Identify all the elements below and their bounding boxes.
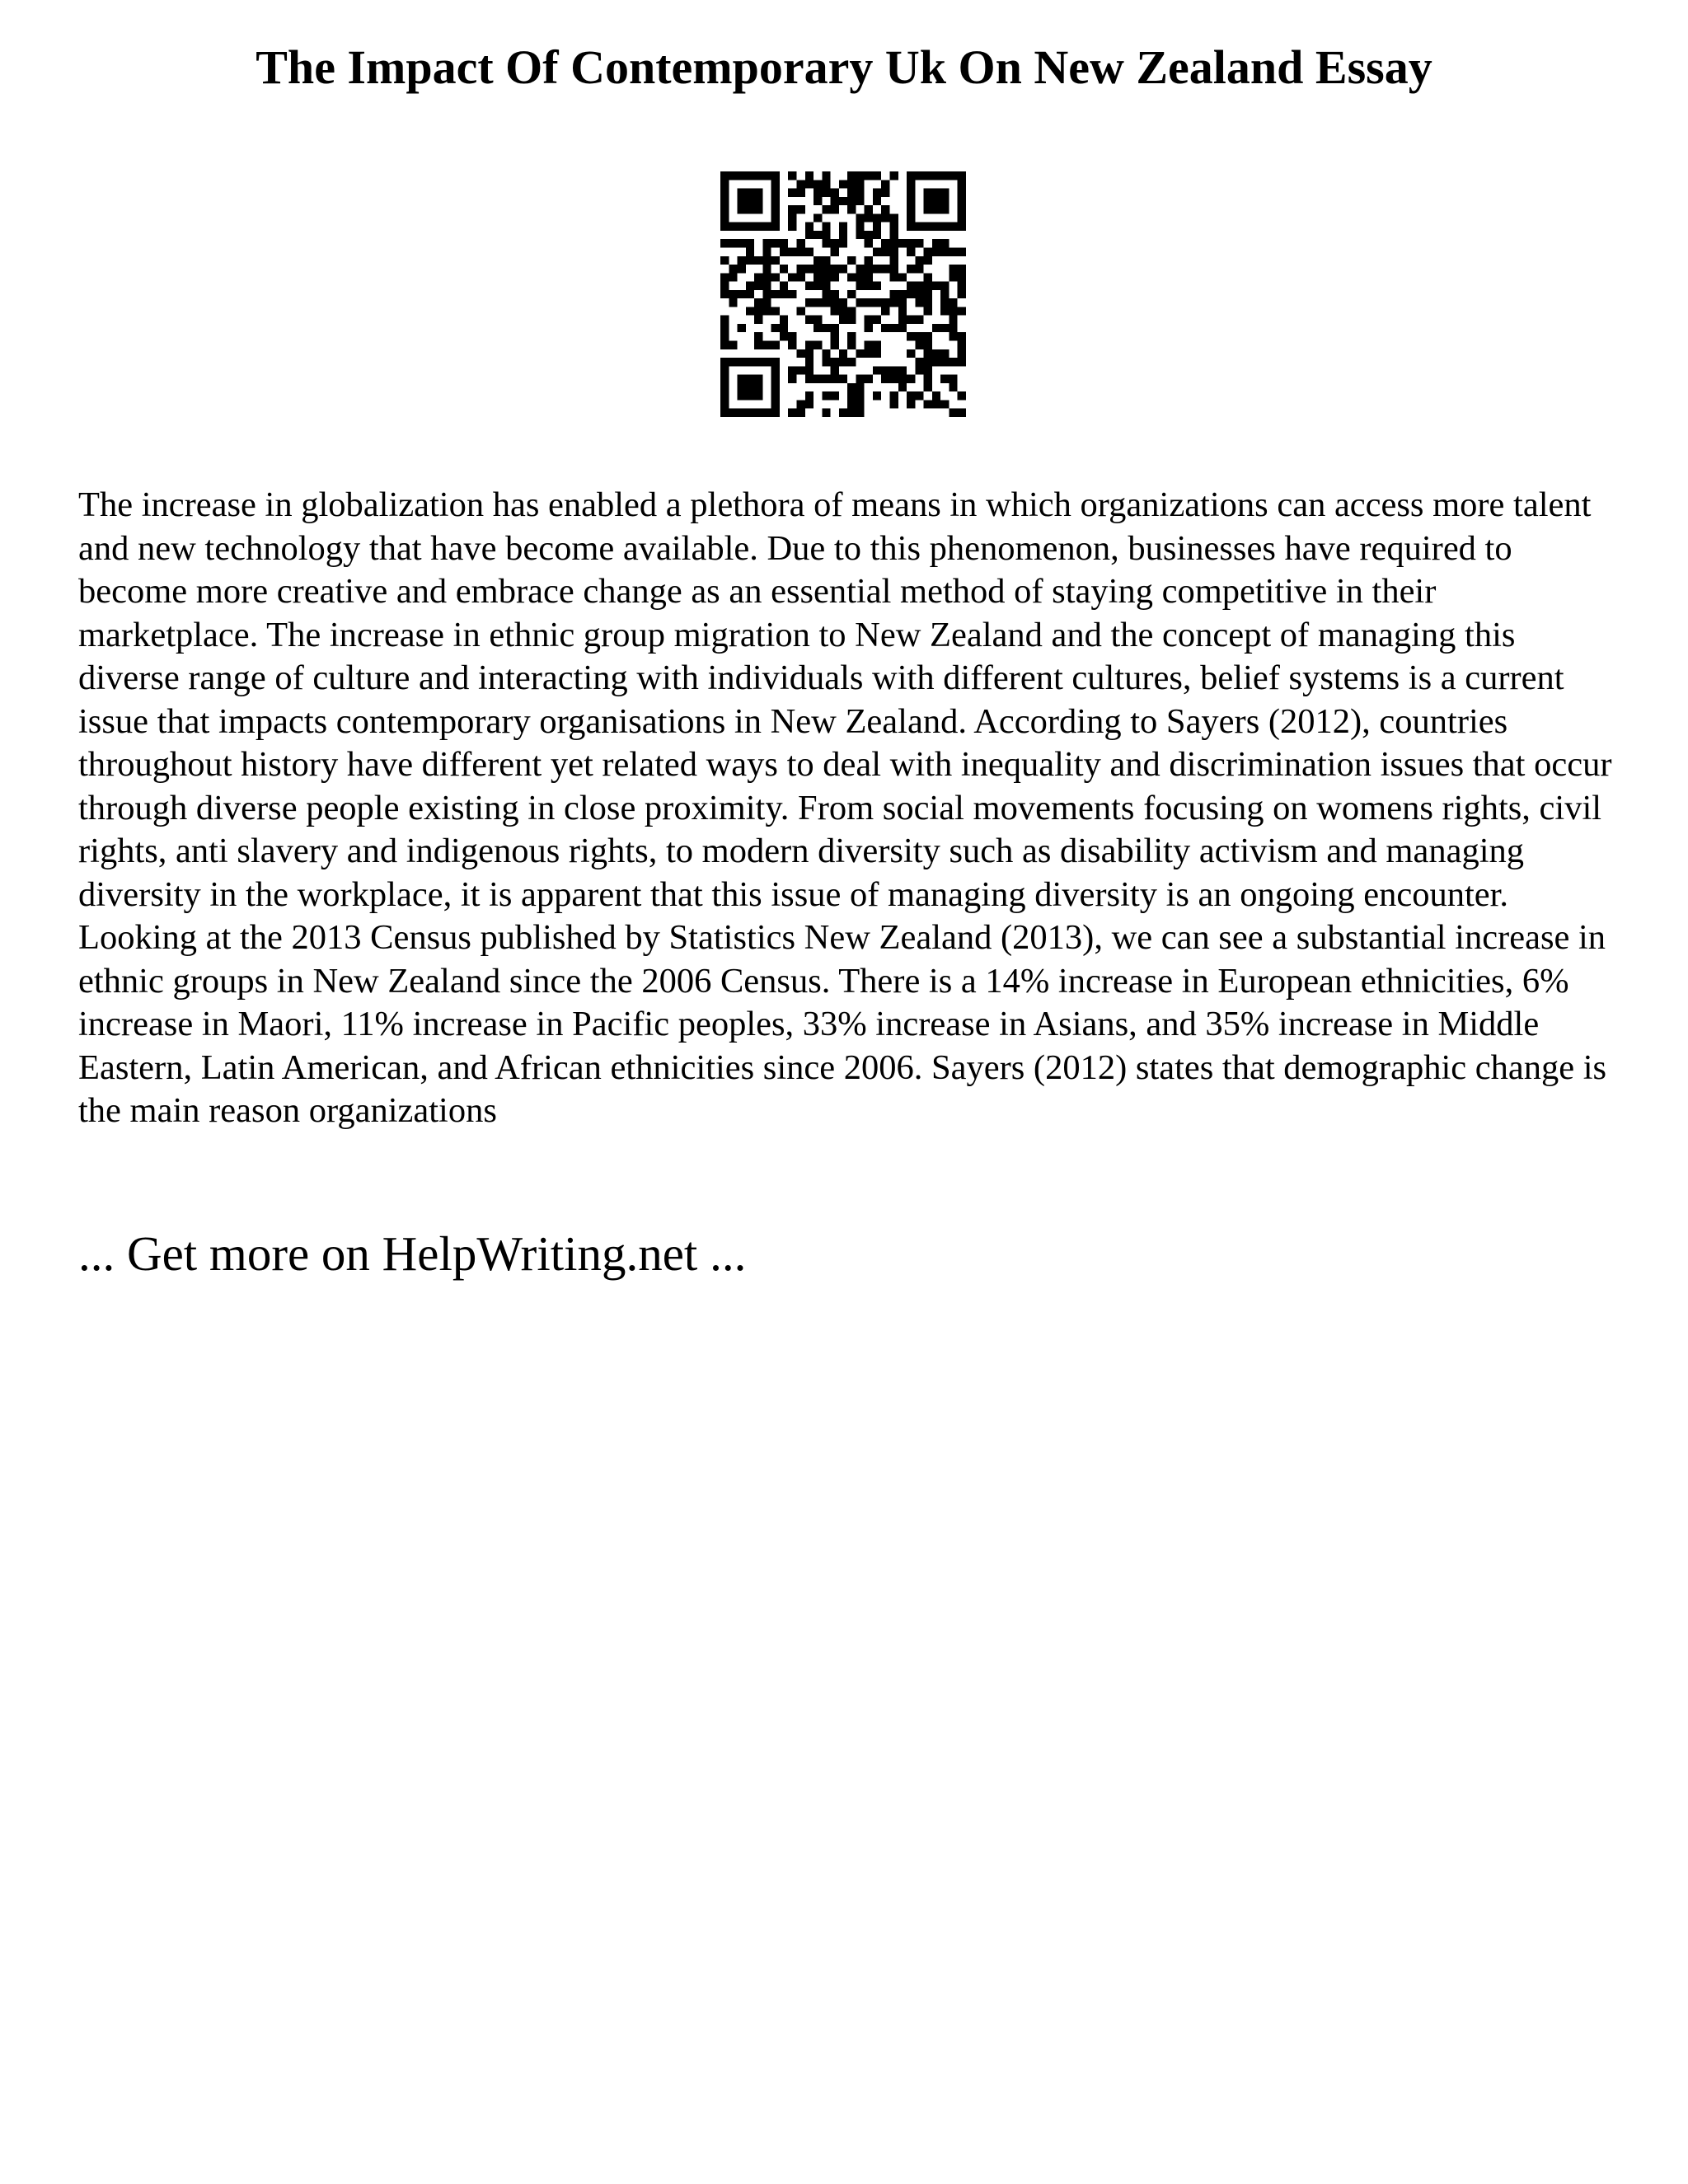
get-more-link[interactable]: ... Get more on HelpWriting.net ... [78,1226,747,1281]
qr-code-icon [720,171,966,417]
qr-code [720,171,966,417]
essay-excerpt: The increase in globalization has enabled a plethora of means in which organizations can access more talent and new technology that have become available. Due to this phenomenon, businesses have required to become more creative and embrace change as an essential method of staying competitive in their marketplace. The increase in ethnic group migration to New Zealand and the concept of managing this diverse range of culture and interacting with individuals with different cultures, belief systems is a current issue that impacts contemporary organisations in New Zealand. According to Sayers (2012), countries throughout history have different yet related ways to deal with inequality and discrimination issues that occur through diverse people existing in close proximity. From social movements focusing on womens rights, civil rights, anti slavery and indigenous rights, to modern diversity such as disability activism and managing diversity in the workplace, it is apparent that this issue of managing diversity is an ongoing encounter. Looking at the 2013 Census published by Statistics New Zealand (2013), we can see a substantial increase in ethnic groups in New Zealand since the 2006 Census. There is a 14% increase in European ethnicities, 6% increase in Maori, 11% increase in Pacific peoples, 33% increase in Asians, and 35% increase in Middle Eastern, Latin American, and African ethnicities since 2006. Sayers (2012) states that demographic change is the main reason organizations [78,485,1612,1130]
document-title: The Impact Of Contemporary Uk On New Zealand Essay [256,40,1432,94]
